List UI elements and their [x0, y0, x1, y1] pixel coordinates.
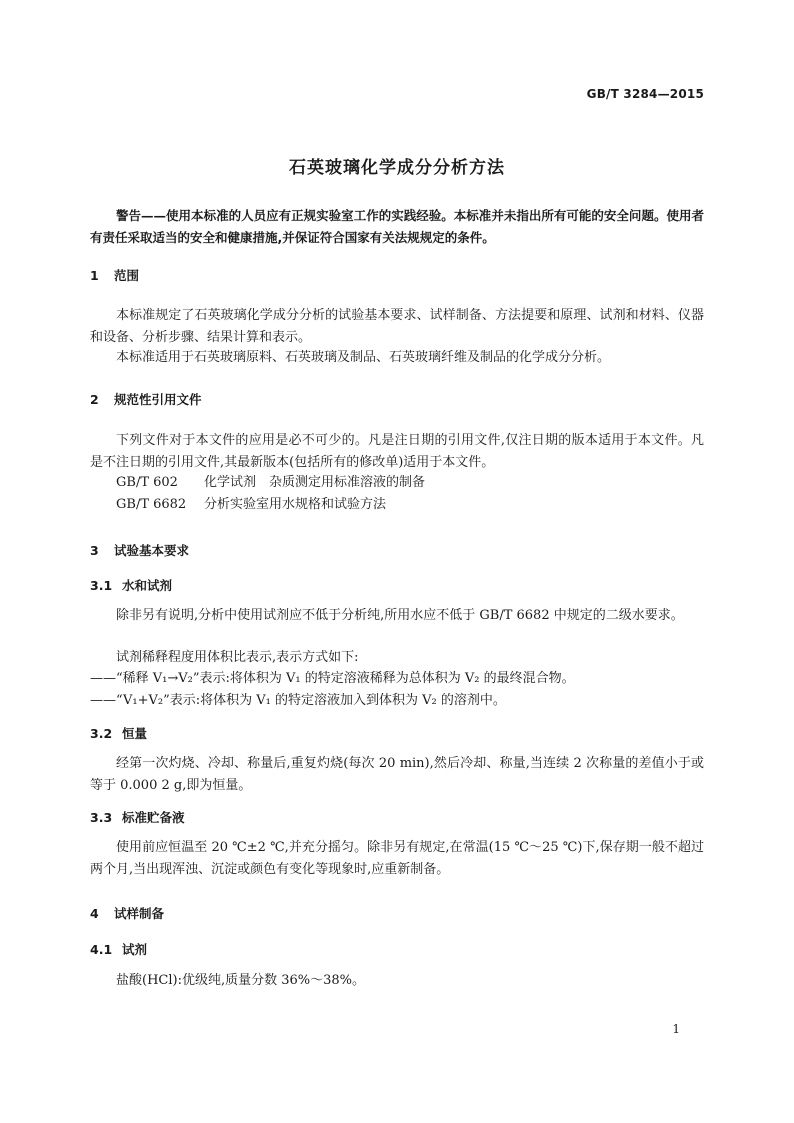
- section-1-paragraph-1: 本标准规定了石英玻璃化学成分分析的试验基本要求、试样制备、方法提要和原理、试剂和材料、仪器和设备、分析步骤、结果计算和表示。: [90, 308, 704, 345]
- section-1-heading: [90, 266, 139, 284]
- document-title: 石英玻璃化学成分分析方法: [289, 158, 505, 178]
- subsection-title: 试剂: [122, 942, 148, 957]
- subsection-number: 3.1: [90, 578, 113, 593]
- subsection-3-2-heading: [90, 724, 147, 742]
- section-title: 范围: [114, 268, 140, 283]
- warning-paragraph: 警告——使用本标准的人员应有正规实验室工作的实践经验。本标准并未指出所有可能的安全问题。使用者有责任采取适当的安全和健康措施,并保证符合国家有关法规规定的条件。: [90, 208, 704, 245]
- subsection-3-3-heading: [90, 808, 185, 826]
- section-4-heading: [90, 904, 164, 922]
- reference-item: [116, 494, 386, 515]
- page-number: 1: [672, 1022, 680, 1036]
- subsection-number: 3.2: [90, 726, 113, 741]
- section-number: 3: [90, 543, 99, 558]
- section-number: 4: [90, 906, 99, 921]
- section-2-paragraph-1: 下列文件对于本文件的应用是必不可少的。凡是注日期的引用文件,仅注日期的版本适用于本文件。凡是不注日期的引用文件,其最新版本(包括所有的修改单)适用于本文件。: [90, 433, 704, 470]
- section-2-heading: [90, 390, 202, 408]
- standard-code: GB/T 3284—2015: [586, 87, 704, 101]
- reference-item: [116, 472, 425, 493]
- section-title: 试验基本要求: [114, 543, 190, 558]
- subsection-3-1-heading: [90, 576, 172, 594]
- reference-code: GB/T 6682: [116, 497, 187, 512]
- subsection-4-1-heading: [90, 940, 147, 958]
- subsection-3-1-paragraph-1: 除非另有说明,分析中使用试剂应不低于分析纯,所用水应不低于 GB/T 6682 中规定的二级水要求。: [116, 608, 684, 623]
- section-number: 1: [90, 268, 99, 283]
- section-title: 试样制备: [114, 906, 165, 921]
- reference-name: 化学试剂 杂质测定用标准溶液的制备: [204, 475, 426, 490]
- section-title: 规范性引用文件: [114, 392, 202, 407]
- subsection-title: 标准贮备液: [122, 810, 185, 825]
- subsection-3-1-paragraph-2: 试剂稀释程度用体积比表示,表示方式如下:: [116, 650, 359, 665]
- subsection-title: 恒量: [122, 726, 148, 741]
- reference-code: GB/T 602: [116, 475, 178, 490]
- subsection-number: 3.3: [90, 810, 113, 825]
- reference-name: 分析实验室用水规格和试验方法: [204, 497, 387, 512]
- section-number: 2: [90, 392, 99, 407]
- subsection-number: 4.1: [90, 942, 113, 957]
- section-1-paragraph-2: 本标准适用于石英玻璃原料、石英玻璃及制品、石英玻璃纤维及制品的化学成分分析。: [116, 350, 611, 365]
- dilution-item-1: ——“稀释 V₁→V₂”表示:将体积为 V₁ 的特定溶液稀释为总体积为 V₂ 的最终混合物。: [90, 671, 575, 686]
- subsection-title: 水和试剂: [122, 578, 173, 593]
- dilution-item-2: ——“V₁+V₂”表示:将体积为 V₁ 的特定溶液加入到体积为 V₂ 的溶剂中。: [90, 693, 506, 708]
- subsection-3-3-paragraph: 使用前应恒温至 20 ℃±2 ℃,并充分摇匀。除非另有规定,在常温(15 ℃～25 ℃)下,保存期一般不超过两个月,当出现浑浊、沉淀或颜色有变化等现象时,应重新制备。: [90, 840, 704, 877]
- subsection-3-2-paragraph: 经第一次灼烧、冷却、称量后,重复灼烧(每次 20 min),然后冷却、称量,当连续 2 次称量的差值小于或等于 0.000 2 g,即为恒量。: [90, 756, 704, 793]
- subsection-4-1-paragraph: 盐酸(HCl):优级纯,质量分数 36%～38%。: [116, 973, 366, 988]
- section-3-heading: [90, 541, 189, 559]
